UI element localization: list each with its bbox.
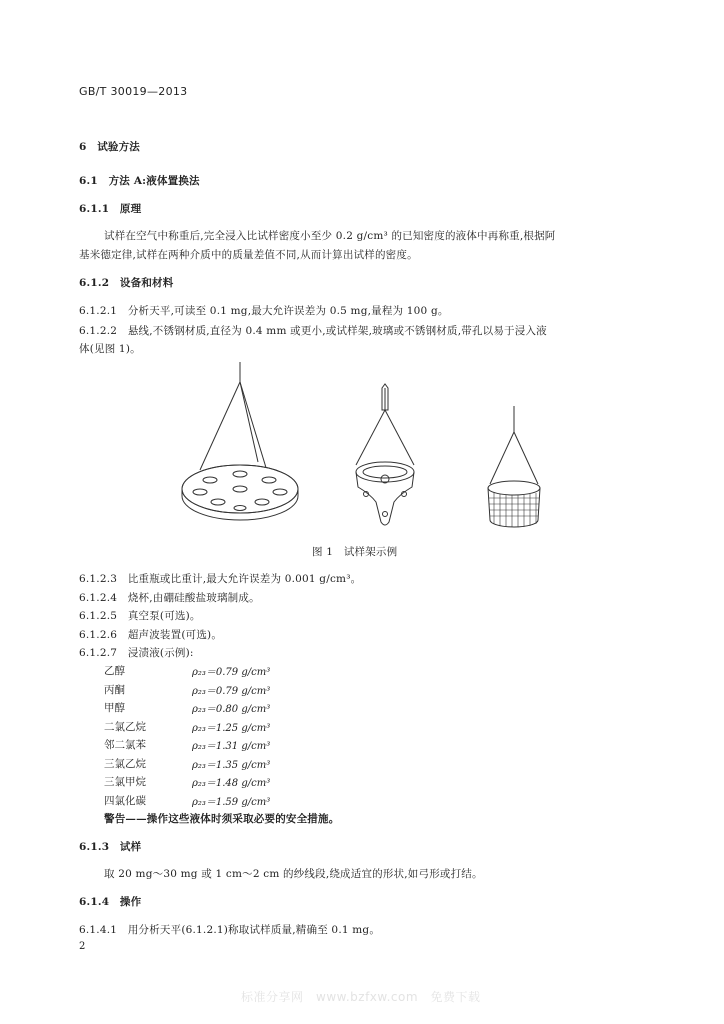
section-6-title: 6 试验方法: [79, 141, 141, 153]
item-6-1-2-4: 6.1.2.4 烧杯,由硼硅酸盐玻璃制成。: [79, 592, 260, 604]
site-watermark: 标准分享网 www.bzfxw.com 免费下载: [241, 990, 481, 1004]
liquid-name: 邻二氯苯: [104, 739, 146, 751]
liquid-density: ρ₂₃＝0.79 g/cm³: [192, 667, 271, 678]
liquid-density: ρ₂₃＝1.48 g/cm³: [192, 778, 271, 789]
item-6-1-2-6: 6.1.2.6 超声波装置(可选)。: [79, 629, 223, 641]
item-6-1-4-1: 6.1.4.1 用分析天平(6.1.2.1)称取试样质量,精确至 0.1 mg。: [79, 924, 381, 936]
safety-warning: 警告——操作这些液体时须采取必要的安全措施。: [104, 813, 340, 825]
liquid-density: ρ₂₃＝1.35 g/cm³: [192, 760, 271, 771]
section-6-1-title: 6.1 方法 A:液体置换法: [79, 175, 200, 187]
section-6-1-3-title: 6.1.3 试样: [79, 841, 142, 853]
item-6-1-2-3: 6.1.2.3 比重瓶或比重计,最大允许误差为 0.001 g/cm³。: [79, 573, 362, 585]
glass-cup-holder: [356, 384, 414, 525]
liquid-name: 四氯化碳: [104, 795, 146, 807]
standard-code-header: GB/T 30019—2013: [79, 85, 188, 98]
section-6-1-1-title: 6.1.1 原理: [79, 203, 142, 215]
item-6-1-2-1: 6.1.2.1 分析天平,可读至 0.1 mg,最大允许误差为 0.5 mg,量程为 100 g。: [79, 305, 449, 317]
liquid-density: ρ₂₃＝1.31 g/cm³: [192, 741, 271, 752]
figure-caption: 图 1 试样架示例: [312, 546, 398, 558]
sample-description: 取 20 mg～30 mg 或 1 cm～2 cm 的纱线段,绕成适宜的形状,如弓形或打结。: [104, 868, 483, 880]
liquid-density: ρ₂₃＝0.80 g/cm³: [192, 704, 271, 715]
item-6-1-2-5: 6.1.2.5 真空泵(可选)。: [79, 610, 201, 622]
item-6-1-2-2-line-2: 体(见图 1)。: [79, 343, 141, 355]
principle-line-1: 试样在空气中称重后,完全浸入比试样密度小至少 0.2 g/cm³ 的已知密度的液体中再称重,根据阿: [104, 230, 556, 242]
liquid-density: ρ₂₃＝0.79 g/cm³: [192, 686, 271, 697]
specimen-holder-figure: [170, 362, 560, 532]
liquid-name: 丙酮: [104, 684, 125, 696]
mesh-basket-holder: [488, 406, 540, 527]
section-6-1-4-title: 6.1.4 操作: [79, 896, 142, 908]
page-number: 2: [79, 941, 86, 952]
liquid-name: 三氯甲烷: [104, 776, 146, 788]
liquid-density: ρ₂₃＝1.59 g/cm³: [192, 797, 271, 808]
liquid-name: 二氯乙烷: [104, 721, 146, 733]
liquid-name: 乙醇: [104, 665, 125, 677]
liquid-name: 甲醇: [104, 702, 125, 714]
item-6-1-2-7: 6.1.2.7 浸渍液(示例):: [79, 647, 194, 659]
liquid-name: 三氯乙烷: [104, 758, 146, 770]
principle-line-2: 基米德定律,试样在两种介质中的质量差值不同,从而计算出试样的密度。: [79, 249, 418, 261]
item-6-1-2-2-line-1: 6.1.2.2 悬线,不锈钢材质,直径为 0.4 mm 或更小,或试样架,玻璃或不锈钢材质,带孔以易于浸入液: [79, 325, 547, 337]
liquid-density: ρ₂₃＝1.25 g/cm³: [192, 723, 271, 734]
section-6-1-2-title: 6.1.2 设备和材料: [79, 277, 174, 289]
perforated-disc-holder: [182, 362, 298, 520]
